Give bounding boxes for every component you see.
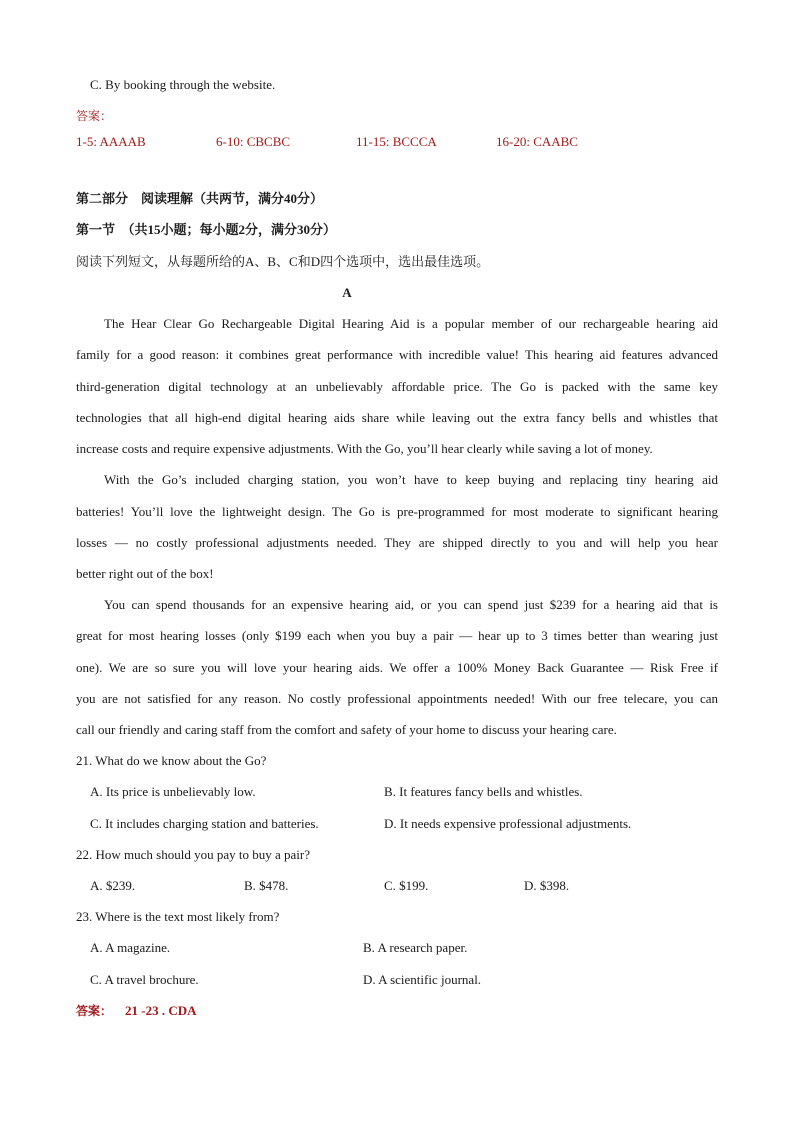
question-21-stem: 21. What do we know about the Go? — [76, 753, 267, 768]
question-21-option-a: A. Its price is unbelievably low. — [90, 784, 256, 799]
question-22-stem: 22. How much should you pay to buy a pair? — [76, 847, 310, 862]
question-22-option-a: A. $239. — [90, 878, 136, 893]
passage-line: technologies that all high-end digital hearing aids share while leaving out the extra fancy bells and whistles that — [76, 410, 718, 425]
passage-line: With the Go’s included charging station, you won’t have to keep buying and replacing tiny hearing aid — [104, 472, 718, 487]
question-22-option-d: D. $398. — [524, 878, 570, 893]
question-23-option-a: A. A magazine. — [90, 940, 171, 955]
question-21-option-d: D. It needs expensive professional adjustments. — [384, 816, 632, 831]
passage-line: batteries! You’ll love the lightweight design. The Go is pre-programmed for most moderate to significant hearing — [76, 504, 718, 519]
passage-line: increase costs and require expensive adjustments. With the Go, you’ll hear clearly while saving a lot of money. — [76, 441, 653, 456]
passage-line: you are not satisfied for any reason. No costly professional appointments needed! With our free telecare, you can — [76, 691, 718, 706]
question-23-stem: 23. Where is the text most likely from? — [76, 909, 280, 924]
part2-title: 第二部分 阅读理解（共两节，满分40分） — [76, 191, 324, 206]
answer-group-3: 11-15: BCCCA — [356, 134, 437, 149]
passage-line: losses — no costly professional adjustments needed. They are shipped directly to you and will help you hear — [76, 535, 718, 550]
passage-letter: A — [342, 285, 352, 300]
previous-question-option-c: C. By booking through the website. — [90, 77, 276, 92]
question-21-option-c: C. It includes charging station and batteries. — [90, 816, 319, 831]
question-21-option-b: B. It features fancy bells and whistles. — [384, 784, 583, 799]
answer-group-2: 6-10: CBCBC — [216, 134, 291, 149]
passage-line: third-generation digital technology at an unbelievably affordable price. The Go is packed with the same key — [76, 379, 718, 394]
instruction: 阅读下列短文，从每题所给的A、B、C和D四个选项中，选出最佳选项。 — [76, 254, 490, 269]
question-22-option-b: B. $478. — [244, 878, 289, 893]
passage-line: one). We are so sure you will love your hearing aids. We offer a 100% Money Back Guarantee — Risk Free if — [76, 660, 718, 675]
answer-label-1: 答案： — [76, 109, 113, 123]
passage-line: family for a good reason: it combines great performance with incredible value! This hearing aid features advanced — [76, 347, 718, 362]
answer-value-2: 21 -23 . CDA — [125, 1003, 197, 1018]
answer-group-1: 1-5: AAAAB — [76, 134, 146, 149]
passage-line: better right out of the box! — [76, 566, 214, 581]
answer-group-4: 16-20: CAABC — [496, 134, 578, 149]
passage-line: call our friendly and caring staff from the comfort and safety of your home to discuss your hearing care. — [76, 722, 617, 737]
passage-line: great for most hearing losses (only $199 each when you buy a pair — hear up to 3 times better than wearing just — [76, 628, 718, 643]
section1-title: 第一节 （共15小题；每小题2分，满分30分） — [76, 222, 337, 237]
answer-label-2: 答案： — [76, 1004, 113, 1018]
passage-line: You can spend thousands for an expensive hearing aid, or you can spend just $239 for a hearing aid that is — [104, 597, 718, 612]
question-23-option-b: B. A research paper. — [363, 940, 468, 955]
passage-line: The Hear Clear Go Rechargeable Digital Hearing Aid is a popular member of our rechargeable hearing aid — [104, 316, 718, 331]
question-22-option-c: C. $199. — [384, 878, 429, 893]
question-23-option-d: D. A scientific journal. — [363, 972, 482, 987]
question-23-option-c: C. A travel brochure. — [90, 972, 199, 987]
